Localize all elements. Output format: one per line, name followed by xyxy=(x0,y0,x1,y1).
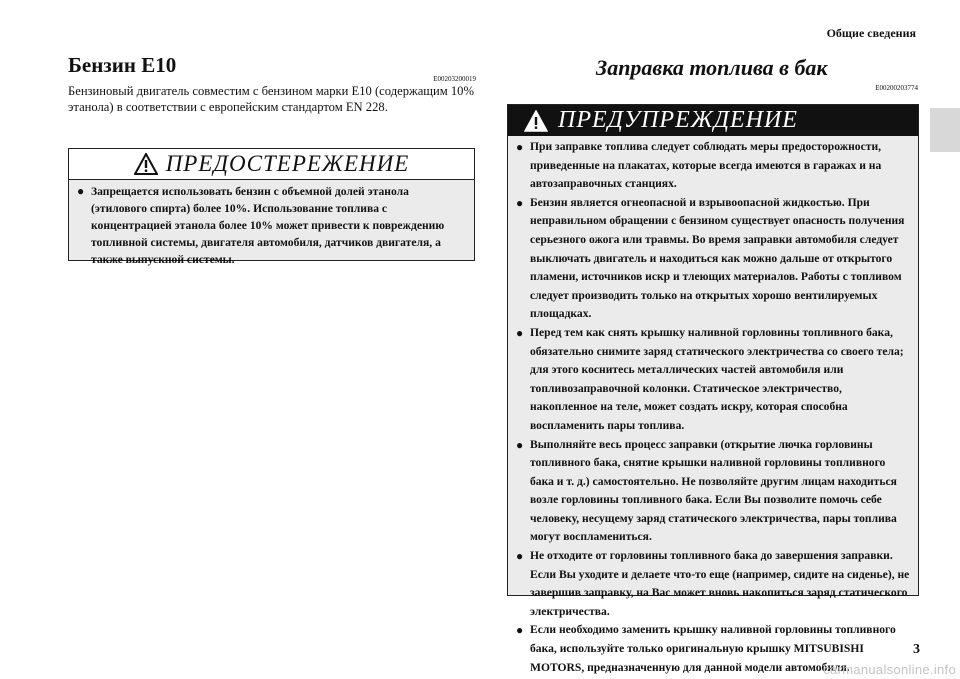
bullet-icon: ● xyxy=(516,549,524,564)
list-item xyxy=(516,138,910,194)
list-item-text: Не отходите от горловины топливного бака до завершения заправки. Если Вы уходите и делаете что-то еще (например, сидите на сиденье), не завершив заправку, на Вас может вновь накопиться заряд статического электричества. xyxy=(530,549,910,618)
section-text: Бензиновый двигатель совместим с бензином марки E10 (содержащим 10% этанола) в соответствии с европейским стандартом EN 228. xyxy=(68,84,474,114)
list-item-text: Перед тем как снять крышку наливной горловины топливного бака, обязательно снимите заряд статического электричества со своего тела; для этого коснитесь металлических частей автомобиля или топливозаправочной колонки. Статическое электричество, накопленное на теле, может создать искру, которая способна воспламенить пары топлива. xyxy=(530,325,904,432)
bullet-icon: ● xyxy=(516,140,524,154)
caution-label: ПРЕДОСТЕРЕЖЕНИЕ xyxy=(165,151,410,176)
warning-label: ПРЕДУПРЕЖДЕНИЕ xyxy=(558,107,798,133)
page-header-title: Общие сведения xyxy=(826,26,916,40)
section-code-right: E00200203774 xyxy=(875,84,918,92)
section-title-refueling: Заправка топлива в бак xyxy=(596,55,828,80)
warning-header xyxy=(508,105,918,136)
list-item-text: Запрещается использовать бензин с объемной долей этанола (этилового спирта) более 10%. Использование топлива с концентрацией этанола более 10% может привести к повреждению топливной системы, двигателя автомобиля, датчиков двигателя, а также выпускной системы. xyxy=(91,185,445,266)
caution-list xyxy=(69,180,474,270)
list-item xyxy=(77,183,466,268)
warning-triangle-icon xyxy=(134,153,158,175)
caution-header xyxy=(69,149,474,180)
warning-triangle-icon xyxy=(524,110,548,132)
left-column xyxy=(68,52,476,115)
bullet-icon: ● xyxy=(516,437,524,452)
bullet-icon: ● xyxy=(516,195,524,210)
list-item-text: Если необходимо заменить крышку наливной горловины топливного бака, используйте только оригинальную крышку MITSUBISHI MOTORS, предназначенную для данной модели автомобиля. xyxy=(530,623,896,674)
caution-box xyxy=(68,148,475,266)
bullet-icon: ● xyxy=(77,184,85,198)
list-item xyxy=(516,324,910,436)
warning-list xyxy=(508,136,918,677)
list-item xyxy=(516,547,910,621)
page-number: 3 xyxy=(913,642,920,657)
section-tab xyxy=(930,108,960,152)
bullet-icon: ● xyxy=(516,325,524,340)
section-code: E00203200019 xyxy=(433,75,476,83)
list-item xyxy=(516,436,910,548)
watermark: carmanualsonline.info xyxy=(823,662,956,677)
bullet-icon: ● xyxy=(516,623,524,638)
list-item-text: Бензин является огнеопасной и взрывоопасной жидкостью. При неправильном обращении с бензином существует опасность получения серьезного ожога или травмы. Во время заправки автомобиля следует выключать двигатель и находиться как можно дальше от открытого пламени, источников искр и тлеющих материалов. Работы с топливом следует производить только на открытых хорошо вентилируемых площадках. xyxy=(530,195,905,321)
section-title-e10: Бензин E10 xyxy=(68,53,177,77)
list-item xyxy=(516,194,910,324)
list-item-text: При заправке топлива следует соблюдать меры предосторожности, приведенные на плакатах, которые всегда имеются в гаражах и на автозаправочных станциях. xyxy=(530,140,882,191)
list-item-text: Выполняйте весь процесс заправки (открытие лючка горловины топливного бака, снятие крышки наливной горловины топливного бака и т. д.) самостоятельно. Не позволяйте другим лицам находиться возле горловины топливного бака. Если Вы позволите помочь себе человеку, несущему заряд статического электричества, пары топлива могут воспламениться. xyxy=(530,437,897,544)
